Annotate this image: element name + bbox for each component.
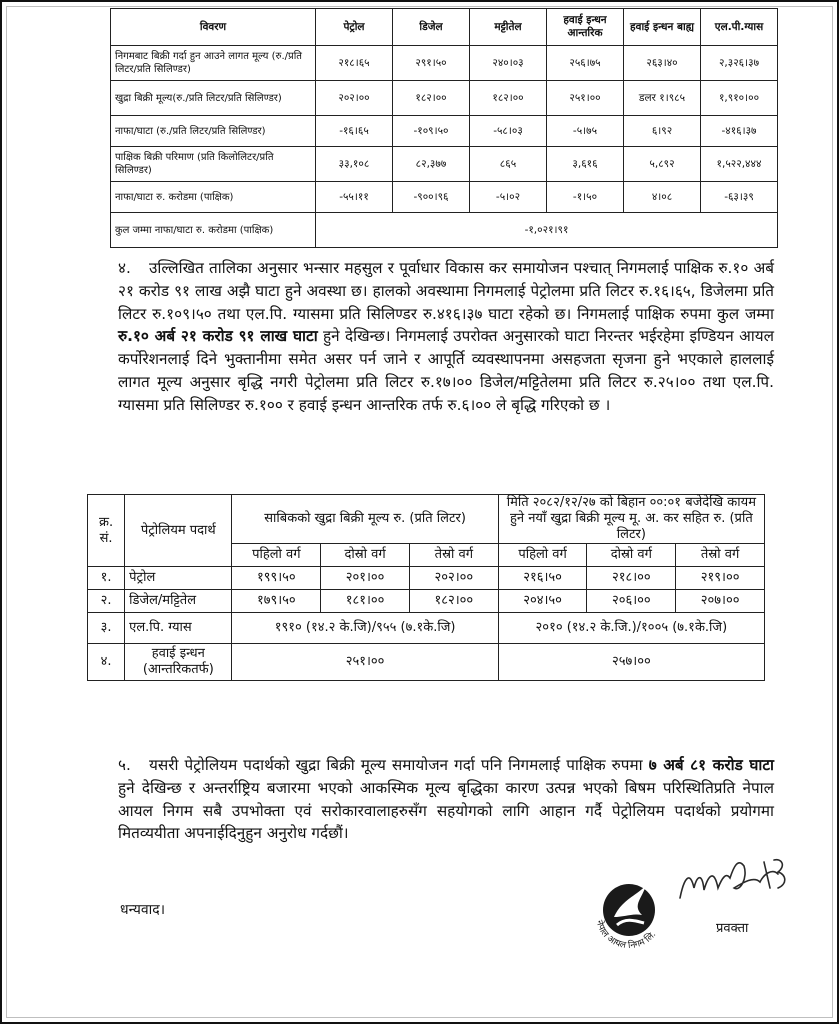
table-cell: -१०९।५० bbox=[393, 116, 470, 147]
bold-loss-amount: ७ अर्ब ८१ करोड घाटा bbox=[648, 756, 774, 774]
row-label: पाक्षिक बिक्री परिमाण (प्रति किलोलिटर/प्रति सिलिण्डर) bbox=[111, 147, 316, 182]
table-header-row bbox=[111, 9, 778, 46]
col-header-old-price: साबिकको खुद्रा बिक्री मूल्य रु. (प्रति लिटर) bbox=[232, 495, 498, 544]
total-row bbox=[111, 213, 778, 248]
table-cell: ८२,३७७ bbox=[393, 147, 470, 182]
table-cell: २१६।५० bbox=[498, 567, 587, 590]
class-header: तेस्रो वर्ग bbox=[676, 544, 765, 567]
paragraph-text: यसरी पेट्रोलियम पदार्थको खुद्रा बिक्री मूल्य समायोजन गर्दा पनि निगमलाई पाक्षिक रुपमा bbox=[149, 756, 643, 774]
row-sn: २. bbox=[88, 590, 125, 613]
class-header: दोस्रो वर्ग bbox=[587, 544, 676, 567]
table-cell: १८२।०० bbox=[470, 81, 547, 116]
paragraph-number: ४. bbox=[118, 259, 131, 277]
table-cell: १८१।०० bbox=[321, 590, 410, 613]
table-cell-new: २०१० (१४.२ के.जि.)/१००५ (७.१के.जि) bbox=[498, 613, 764, 644]
table-row bbox=[111, 147, 778, 182]
class-header: पहिलो वर्ग bbox=[232, 544, 321, 567]
col-header: विवरण bbox=[111, 9, 316, 46]
table-row bbox=[111, 182, 778, 213]
table-cell: -९००।९६ bbox=[393, 182, 470, 213]
table-cell: २४०।०३ bbox=[470, 46, 547, 81]
table-cell: २१८।०० bbox=[587, 567, 676, 590]
paragraph-number: ५. bbox=[118, 756, 131, 774]
col-header-sn: क्र. सं. bbox=[88, 495, 125, 567]
table-cell: -५।०२ bbox=[470, 182, 547, 213]
table-cell: १८२।०० bbox=[393, 81, 470, 116]
col-header: एल.पी.ग्यास bbox=[701, 9, 778, 46]
table-row bbox=[111, 46, 778, 81]
row-label: नाफा/घाटा रु. करोडमा (पाक्षिक) bbox=[111, 182, 316, 213]
row-product: पेट्रोल bbox=[125, 567, 232, 590]
bold-loss-amount: रु.१० अर्ब २१ करोड ९१ लाख घाटा bbox=[118, 327, 318, 346]
nepal-oil-corporation-seal bbox=[584, 855, 674, 960]
table-cell: ८६५ bbox=[470, 147, 547, 182]
table-cell: २०७।०० bbox=[676, 590, 765, 613]
table-cell: १८२।०० bbox=[409, 590, 498, 613]
table-cell: २१९।०० bbox=[676, 567, 765, 590]
row-sn: ४. bbox=[88, 644, 125, 681]
handwritten-signature bbox=[674, 848, 794, 916]
col-header: मट्टीतेल bbox=[470, 9, 547, 46]
table-cell: १,९१०।०० bbox=[701, 81, 778, 116]
table-cell: ३३,१०८ bbox=[316, 147, 393, 182]
paragraph-4 bbox=[118, 257, 774, 417]
table-cell: २०२।०० bbox=[409, 567, 498, 590]
table-cell: -५।७५ bbox=[547, 116, 624, 147]
paragraph-text: हुने देखिन्छ र अन्तर्राष्ट्रिय बजारमा भएको आकस्मिक मूल्य बृद्धिका कारण उत्पन्न भएको बिषम परिस्थितिप्रति नेपाल आयल निगम सबै उपभोक्ता एवं सरोकारवालाहरुसँग सहयोगको लागि आहान गर्दै पेट्रोलियम पदार्थको प्रयोगमा मितव्ययीता अपनाईदिनुहुन अनुरोध गर्दछौं। bbox=[118, 778, 774, 843]
table-cell: २,३२६।३७ bbox=[701, 46, 778, 81]
row-product: डिजेल/मट्टितेल bbox=[125, 590, 232, 613]
table-cell: २०६।०० bbox=[587, 590, 676, 613]
table-cell: -६३।३९ bbox=[701, 182, 778, 213]
table-cell: २५१।०० bbox=[547, 81, 624, 116]
table-cell: १७९।५० bbox=[232, 590, 321, 613]
col-header: डिजेल bbox=[393, 9, 470, 46]
table-cell: २०४।५० bbox=[498, 590, 587, 613]
col-header-new-price: मिति २०८२/१२/२७ को बिहान ००:०१ बजेदेखि कायम हुने नयाँ खुद्रा बिक्री मूल्य मू. अ. कर सहित रु. (प्रति लिटर) bbox=[498, 495, 764, 544]
paragraph-text: उल्लिखित तालिका अनुसार भन्सार महसुल र पूर्वाधार विकास कर समायोजन पश्चात् निगमलाई पाक्षिक रु.१० अर्ब २१ करोड ९१ लाख अझै घाटा हुने अवस्था छ। हालको अवस्थामा निगमलाई पेट्रोलमा प्रति लिटर रु.१६।६५, डिजेलमा प्रति लिटर रु.१०९।५० तथा एल.पि. ग्यासमा प्रति सिलिण्डर रु.४१६।३७ घाटा रहेको छ। निगमलाई पाक्षिक रुपमा कुल जम्मा bbox=[118, 259, 774, 323]
table-cell-old: १९१० (१४.२ के.जि)/९५५ (७.१के.जि) bbox=[232, 613, 498, 644]
table-cell: डलर १।९८५ bbox=[624, 81, 701, 116]
col-header: पेट्रोल bbox=[316, 9, 393, 46]
row-product: हवाई इन्धन (आन्तरिकतर्फ) bbox=[125, 644, 232, 681]
row-label: निगमबाट बिक्री गर्दा हुन आउने लागत मूल्य (रु./प्रति लिटर/प्रति सिलिण्डर) bbox=[111, 46, 316, 81]
table-cell: २१८।६५ bbox=[316, 46, 393, 81]
table-cell: २०१।०० bbox=[321, 567, 410, 590]
total-label: कुल जम्मा नाफा/घाटा रु. करोडमा (पाक्षिक) bbox=[111, 213, 316, 248]
total-value: -१,०२१।९१ bbox=[316, 213, 778, 248]
cost-analysis-table bbox=[110, 8, 778, 248]
table-cell: ३,६१६ bbox=[547, 147, 624, 182]
table-row bbox=[111, 81, 778, 116]
table-header-row bbox=[88, 495, 765, 544]
col-header: हवाई इन्धन बाह्य bbox=[624, 9, 701, 46]
table-cell: २५६।७५ bbox=[547, 46, 624, 81]
table-cell: -५५।११ bbox=[316, 182, 393, 213]
table-row bbox=[111, 116, 778, 147]
class-header: पहिलो वर्ग bbox=[498, 544, 587, 567]
table-cell: -१६।६५ bbox=[316, 116, 393, 147]
signatory-title: प्रवक्ता bbox=[716, 921, 749, 936]
table-cell-new: २५७।०० bbox=[498, 644, 764, 681]
price-table bbox=[87, 494, 765, 681]
table-cell: २६३।४० bbox=[624, 46, 701, 81]
table-cell: ४।०८ bbox=[624, 182, 701, 213]
table-cell: -५८।०३ bbox=[470, 116, 547, 147]
table-row bbox=[88, 590, 765, 613]
seal-text: नेपाल आयल निगम लि. bbox=[593, 919, 659, 952]
row-label: नाफा/घाटा (रु./प्रति लिटर/प्रति सिलिण्डर) bbox=[111, 116, 316, 147]
table-cell: २९१।५० bbox=[393, 46, 470, 81]
table-row bbox=[88, 567, 765, 590]
row-sn: १. bbox=[88, 567, 125, 590]
row-product: एल.पि. ग्यास bbox=[125, 613, 232, 644]
table-cell: २०२।०० bbox=[316, 81, 393, 116]
col-header: हवाई इन्धन आन्तरिक bbox=[547, 9, 624, 46]
row-sn: ३. bbox=[88, 613, 125, 644]
table-cell: ६।९२ bbox=[624, 116, 701, 147]
closing-thanks: धन्यवाद। bbox=[120, 902, 166, 918]
row-label: खुद्रा बिक्री मूल्य(रु./प्रति लिटर/प्रति सिलिण्डर) bbox=[111, 81, 316, 116]
table-cell: -४१६।३७ bbox=[701, 116, 778, 147]
table-cell: १९९।५० bbox=[232, 567, 321, 590]
class-header: तेस्रो वर्ग bbox=[409, 544, 498, 567]
class-header: दोस्रो वर्ग bbox=[321, 544, 410, 567]
paragraph-5 bbox=[118, 754, 774, 845]
table-cell: ५,८९२ bbox=[624, 147, 701, 182]
col-header-product: पेट्रोलियम पदार्थ bbox=[125, 495, 232, 567]
table-row bbox=[88, 644, 765, 681]
table-cell-old: २५१।०० bbox=[232, 644, 498, 681]
paragraph-text: हुने देखिन्छ। निगमलाई उपरोक्त अनुसारको घाटा निरन्तर भईरहेमा इण्डियन आयल कर्पोरेशनलाई दिने भुक्तानीमा समेत असर पर्न जाने र आपूर्ति व्यवस्थापनमा असहजता सृजना हुने भएकाले हाललाई लागत मूल्य अनुसार बृद्धि नगरी पेट्रोलमा प्रति लिटर रु.१७।०० डिजेल/मट्टितेलमा प्रति लिटर रु.२५।०० तथा एल.पि. ग्यासमा प्रति सिलिण्डर रु.१०० र हवाई इन्धन आन्तरिक तर्फ रु.६।०० ले बृद्धि गरिएको छ । bbox=[118, 327, 774, 414]
table-row bbox=[88, 613, 765, 644]
table-cell: -१।५० bbox=[547, 182, 624, 213]
table-cell: १,५२२,४४४ bbox=[701, 147, 778, 182]
